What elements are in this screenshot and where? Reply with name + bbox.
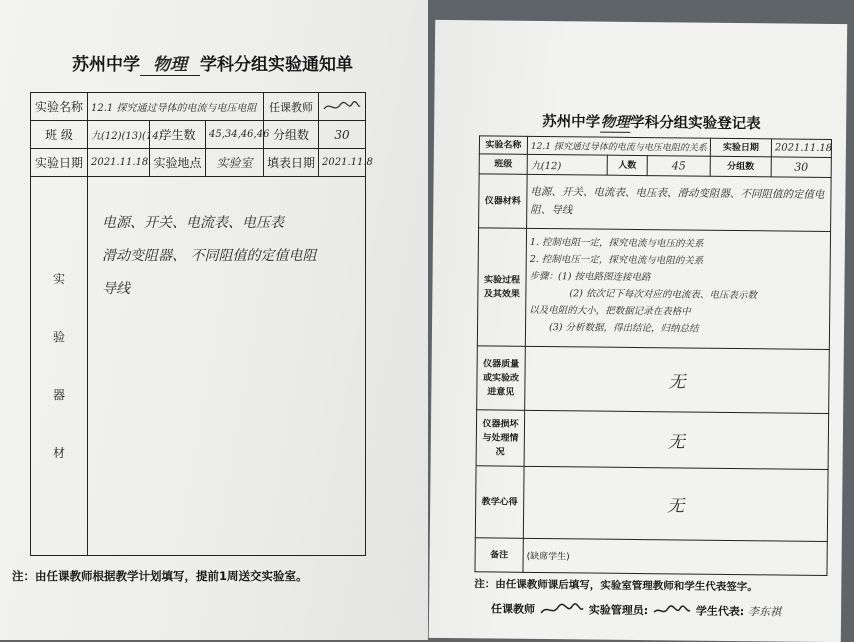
label-count: 人数 xyxy=(607,155,647,175)
label-remark: 备注 xyxy=(475,538,523,573)
label-process: 实验过程及其效果 xyxy=(477,228,526,346)
process-list xyxy=(525,228,830,349)
label-quality: 仪器质量或实验改进意见 xyxy=(477,346,526,410)
process-line: 步骤：(1) 按电路图连接电路 xyxy=(529,270,651,284)
quality-value: 无 xyxy=(525,346,830,413)
teacher-signature xyxy=(319,93,366,121)
date-value: 2021.11.18 xyxy=(88,149,150,177)
experience-value: 无 xyxy=(523,466,828,541)
equipment-line: 导线 xyxy=(102,281,130,297)
fill-date-value: 2021.11.8 xyxy=(319,149,366,177)
label-sign-teacher: 任课教师 xyxy=(491,602,536,616)
label-place: 实验地点 xyxy=(150,149,206,177)
label-class: 班 级 xyxy=(31,121,88,149)
students-value: 45,34,46,46 xyxy=(206,121,264,149)
label-experience: 教学心得 xyxy=(475,466,524,538)
register-title: 苏州中学物理学科分组实验登记表 xyxy=(542,110,761,134)
notice-table xyxy=(30,92,373,556)
process-line: (2) 依次记下每次对应的电流表、电压表示数 xyxy=(569,288,757,302)
label-students: 学生数 xyxy=(150,121,206,149)
label-date: 实验日期 xyxy=(710,138,771,157)
label-equipment-4: 材 xyxy=(52,446,65,460)
teacher-signature-icon xyxy=(322,99,362,115)
process-line: 以及电阻的大小，把数据记录在表格中 xyxy=(529,304,691,318)
remark-value: (缺席学生) xyxy=(523,538,827,575)
date-value: 2021.11.18 xyxy=(771,139,831,158)
equipment-list xyxy=(88,177,366,556)
label-teacher: 任课教师 xyxy=(264,93,319,121)
label-groups: 分组数 xyxy=(264,121,319,149)
experiment-name-value: 12.1 探究通过导体的电流与电压电阻 xyxy=(88,93,264,121)
equipment-line: 电源、开关、电流表、电压表 xyxy=(102,215,284,231)
materials-value: 电源、开关、电流表、电压表、滑动变阻器、不同阻值的定值电阻、导线 xyxy=(527,174,832,231)
label-damage: 仪器损坏与处理情况 xyxy=(476,410,525,466)
register-footnote: 注：由任课教师课后填写，实验室管理教师和学生代表签字。 xyxy=(474,578,758,594)
student-rep-name: 李东祺 xyxy=(748,605,782,619)
subject-field: 物理 xyxy=(600,111,630,133)
register-sheet xyxy=(429,20,847,642)
process-line: 2. 控制电压一定，探究电流与电阻的关系 xyxy=(529,253,704,267)
admin-signature-icon xyxy=(652,602,692,620)
label-experiment-name: 实验名称 xyxy=(31,93,88,121)
damage-value: 无 xyxy=(524,410,829,469)
groups-value: 30 xyxy=(319,121,366,149)
notice-sheet xyxy=(0,0,428,640)
experiment-name-value: 12.1 探究通过导体的电流与电压电阻的关系 xyxy=(527,136,710,156)
label-equipment-1: 实 xyxy=(52,272,65,286)
label-experiment-name: 实验名称 xyxy=(479,136,527,155)
equipment-line: 滑动变阻器、 不同阻值的定值电阻 xyxy=(102,248,317,264)
class-value: 九(12)(13)(14) xyxy=(88,121,150,149)
process-line: (3) 分析数据，得出结论，归纳总结 xyxy=(548,322,699,335)
groups-value: 30 xyxy=(771,157,831,178)
notice-footnote: 注：由任课教师根据教学计划填写，提前1周送交实验室。 xyxy=(12,569,308,583)
equipment-label-cell xyxy=(31,177,88,556)
label-groups: 分组数 xyxy=(710,156,771,177)
label-class: 班级 xyxy=(479,154,527,175)
class-value: 九(12) xyxy=(527,154,607,175)
label-fill-date: 填表日期 xyxy=(264,149,319,177)
count-value: 45 xyxy=(647,156,710,177)
label-materials: 仪器材料 xyxy=(479,174,528,228)
label-date: 实验日期 xyxy=(31,149,88,177)
notice-title: 苏州中学 物理 学科分组实验通知单 xyxy=(72,50,353,76)
label-sign-admin: 实验管理员 xyxy=(588,603,644,618)
label-equipment-2: 验 xyxy=(52,330,65,344)
subject-field: 物理 xyxy=(140,50,200,76)
place-value: 实验室 xyxy=(206,149,264,177)
teacher-signature-icon xyxy=(539,601,585,619)
process-line: 1. 控制电阻一定，探究电流与电压的关系 xyxy=(529,236,704,250)
label-equipment-3: 器 xyxy=(52,388,65,402)
label-sign-student: 学生代表 xyxy=(695,604,740,619)
register-table xyxy=(474,135,832,576)
signature-line: 任课教师 实验管理员: 学生代表: 李东祺 xyxy=(491,600,781,621)
